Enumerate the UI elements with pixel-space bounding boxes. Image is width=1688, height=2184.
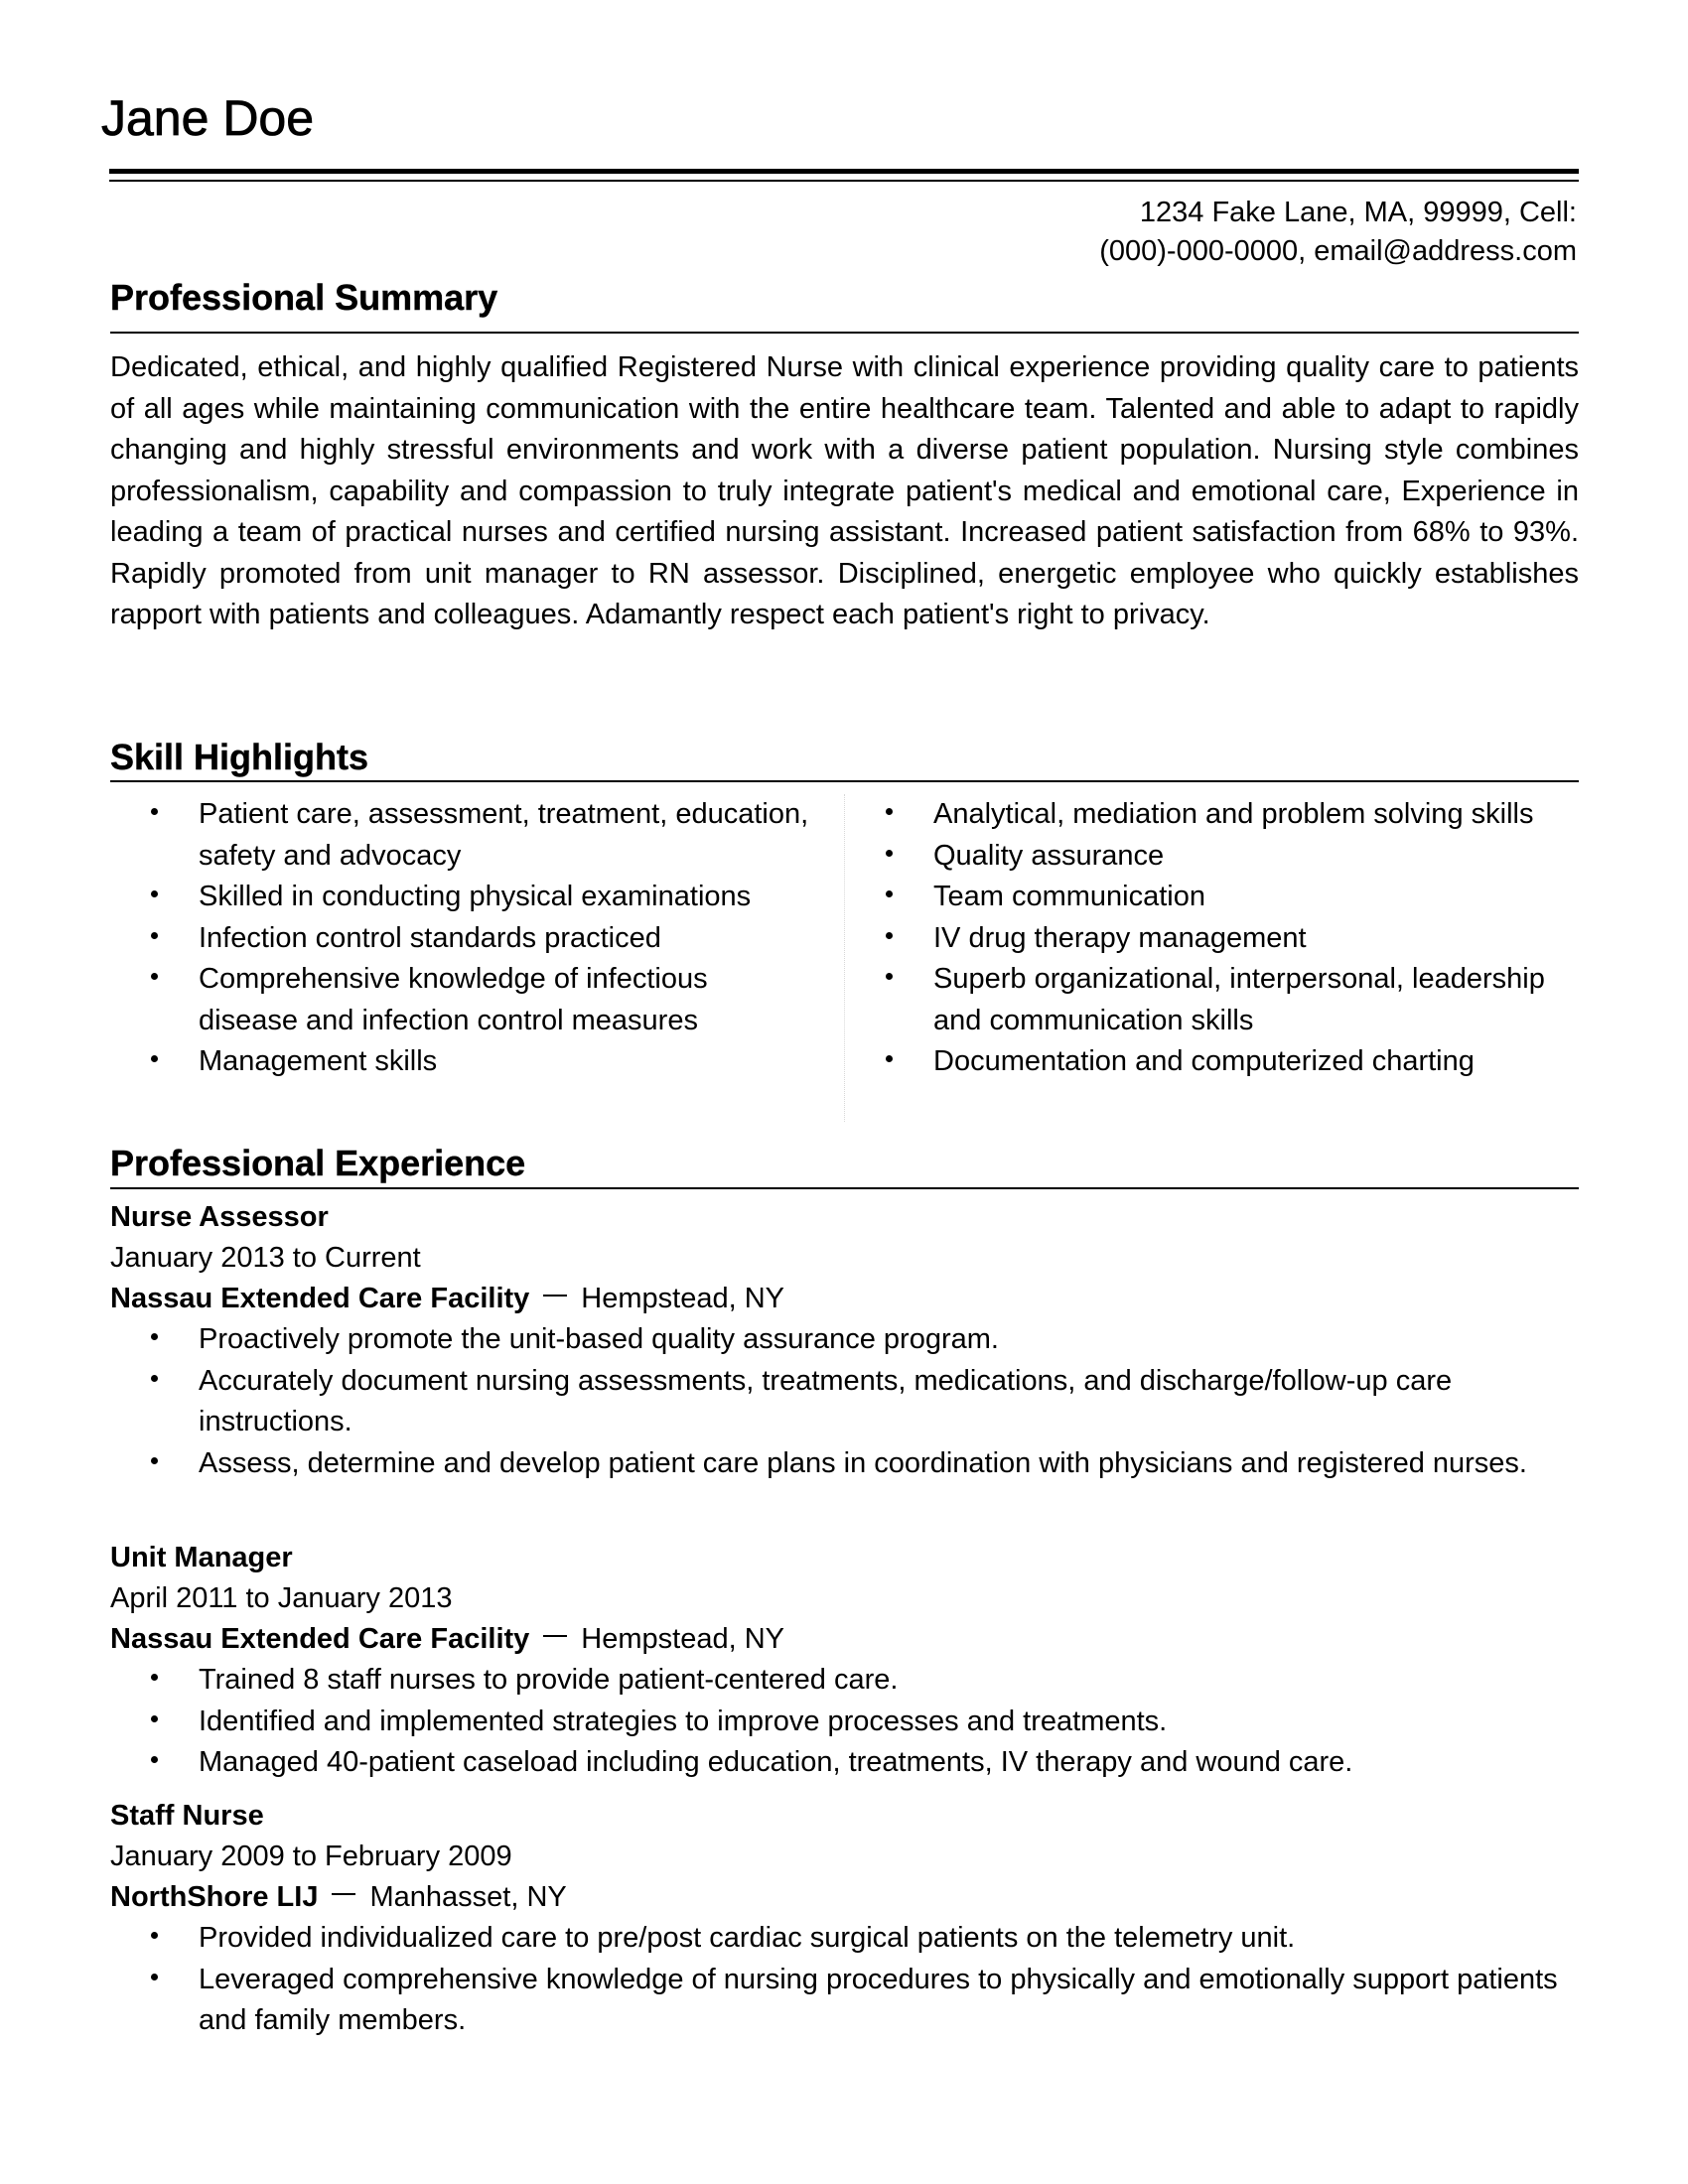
skills-heading: Skill Highlights	[110, 737, 369, 777]
list-item	[110, 1660, 1579, 1702]
job-location: Manhasset, NY	[369, 1881, 567, 1913]
job-entry	[110, 1796, 1579, 2042]
bullet-icon	[151, 1674, 158, 1681]
list-item	[845, 836, 1579, 878]
contact-phone-email: (000)-000-0000, email@address.com	[1099, 235, 1577, 267]
job-title: Staff Nurse	[110, 1800, 264, 1832]
list-item	[110, 1361, 1579, 1443]
bullet-icon	[151, 1974, 158, 1980]
job-dates: January 2013 to Current	[110, 1242, 421, 1274]
bullet-icon	[886, 932, 893, 939]
list-item	[110, 1960, 1579, 2042]
job-entry	[110, 1538, 1579, 1784]
job-employer-line	[110, 1877, 1579, 1918]
list-item-text: Accurately document nursing assessments, treatments, medications, and discharge/follow-up care instructions.	[199, 1364, 1453, 1437]
list-item-text: Team communication	[933, 881, 1205, 912]
company-name: NorthShore LIJ	[110, 1881, 319, 1913]
list-item-text: Trained 8 staff nurses to provide patient-centered care.	[199, 1664, 899, 1696]
company-name: Nassau Extended Care Facility	[110, 1283, 530, 1314]
list-item	[845, 1041, 1579, 1083]
list-item-text: Management skills	[199, 1045, 438, 1077]
list-item-text: Patient care, assessment, treatment, education, safety and advocacy	[199, 798, 809, 872]
bullet-icon	[151, 932, 158, 939]
job-location: Hempstead, NY	[581, 1283, 784, 1314]
candidate-name: Jane Doe	[101, 90, 315, 146]
job-bullets	[110, 1918, 1579, 2042]
list-item	[110, 918, 844, 960]
list-item	[845, 918, 1579, 960]
separator-dash	[543, 1635, 567, 1637]
summary-text: Dedicated, ethical, and highly qualified Registered Nurse with clinical experience providing quality care to patients of all ages while maintaining communication with the entire healthcare team. Talented and able to adapt to rapidly changing and highly stressful environments and work with a diverse patient population. Nursing style combines professionalism, capability and compassion to truly integrate patient's medical and emotional care, Experience in leading a team of practical nurses and certified nursing assistant. Increased patient satisfaction from 68% to 93%. Rapidly promoted from unit manager to RN assessor. Disciplined, energetic employee who quickly establishes rapport with patients and colleagues. Adamantly respect each patient's right to privacy.	[110, 351, 1579, 630]
company-name: Nassau Extended Care Facility	[110, 1623, 530, 1655]
bullet-icon	[886, 890, 893, 897]
list-item	[110, 1319, 1579, 1361]
bullet-icon	[886, 1055, 893, 1062]
job-location: Hempstead, NY	[581, 1623, 784, 1655]
contact-address: 1234 Fake Lane, MA, 99999, Cell:	[1139, 197, 1577, 228]
job-dates: January 2009 to February 2009	[110, 1841, 512, 1872]
list-item-text: Provided individualized care to pre/post cardiac surgical patients on the telemetry unit.	[199, 1922, 1296, 1954]
list-item-text: Infection control standards practiced	[199, 921, 661, 954]
list-item-text: Quality assurance	[933, 839, 1165, 872]
experience-heading: Professional Experience	[110, 1143, 526, 1183]
job-employer-line	[110, 1619, 1579, 1660]
list-item	[110, 1443, 1579, 1485]
list-item	[845, 959, 1579, 1041]
list-item-text: Identified and implemented strategies to improve processes and treatments.	[199, 1705, 1168, 1737]
list-item	[110, 959, 844, 1041]
bullet-icon	[151, 1457, 158, 1464]
list-item	[110, 1742, 1579, 1784]
summary-heading: Professional Summary	[110, 277, 498, 318]
experience-rule	[110, 1187, 1579, 1189]
contact-block	[1099, 194, 1577, 271]
bullet-icon	[151, 890, 158, 897]
list-item-text: Analytical, mediation and problem solving skills	[933, 798, 1534, 830]
list-item-text: Proactively promote the unit-based quality assurance program.	[199, 1323, 999, 1355]
skills-grid	[110, 794, 1579, 1122]
bullet-icon	[151, 1055, 158, 1062]
list-item	[110, 877, 844, 918]
job-bullets	[110, 1660, 1579, 1784]
header-rule-thick	[109, 169, 1579, 174]
list-item	[845, 877, 1579, 918]
list-item-text: Documentation and computerized charting	[933, 1045, 1475, 1077]
bullet-icon	[886, 808, 893, 815]
skills-left-column	[110, 794, 845, 1122]
bullet-icon	[151, 1932, 158, 1939]
bullet-icon	[886, 973, 893, 980]
header-rule-thin	[109, 180, 1579, 182]
job-dates: April 2011 to January 2013	[110, 1582, 453, 1614]
list-item	[110, 1918, 1579, 1960]
list-item-text: Assess, determine and develop patient care plans in coordination with physicians and registered nurses.	[199, 1446, 1527, 1479]
bullet-icon	[151, 1333, 158, 1340]
job-entry	[110, 1197, 1579, 1484]
list-item-text: Skilled in conducting physical examinations	[199, 881, 752, 912]
bullet-icon	[151, 1756, 158, 1763]
list-item	[845, 794, 1579, 836]
job-bullets	[110, 1319, 1579, 1484]
job-title: Unit Manager	[110, 1542, 293, 1573]
list-item-text: IV drug therapy management	[933, 921, 1307, 954]
list-item	[110, 1041, 844, 1083]
list-item-text: Managed 40-patient caseload including education, treatments, IV therapy and wound care.	[199, 1746, 1353, 1778]
list-item-text: Leveraged comprehensive knowledge of nursing procedures to physically and emotionally support patients and family members.	[199, 1963, 1558, 2036]
list-item	[110, 1702, 1579, 1743]
job-title: Nurse Assessor	[110, 1201, 329, 1233]
separator-dash	[332, 1893, 355, 1895]
list-item	[110, 794, 844, 877]
separator-dash	[543, 1295, 567, 1297]
skills-right-column	[845, 794, 1579, 1122]
bullet-icon	[151, 808, 158, 815]
summary-rule	[110, 332, 1579, 334]
list-item-text: Comprehensive knowledge of infectious disease and infection control measures	[199, 963, 708, 1036]
bullet-icon	[151, 1715, 158, 1722]
list-item-text: Superb organizational, interpersonal, leadership and communication skills	[933, 963, 1545, 1036]
bullet-icon	[151, 1375, 158, 1382]
bullet-icon	[151, 973, 158, 980]
bullet-icon	[886, 850, 893, 857]
job-employer-line	[110, 1279, 1579, 1319]
skills-rule	[110, 780, 1579, 782]
